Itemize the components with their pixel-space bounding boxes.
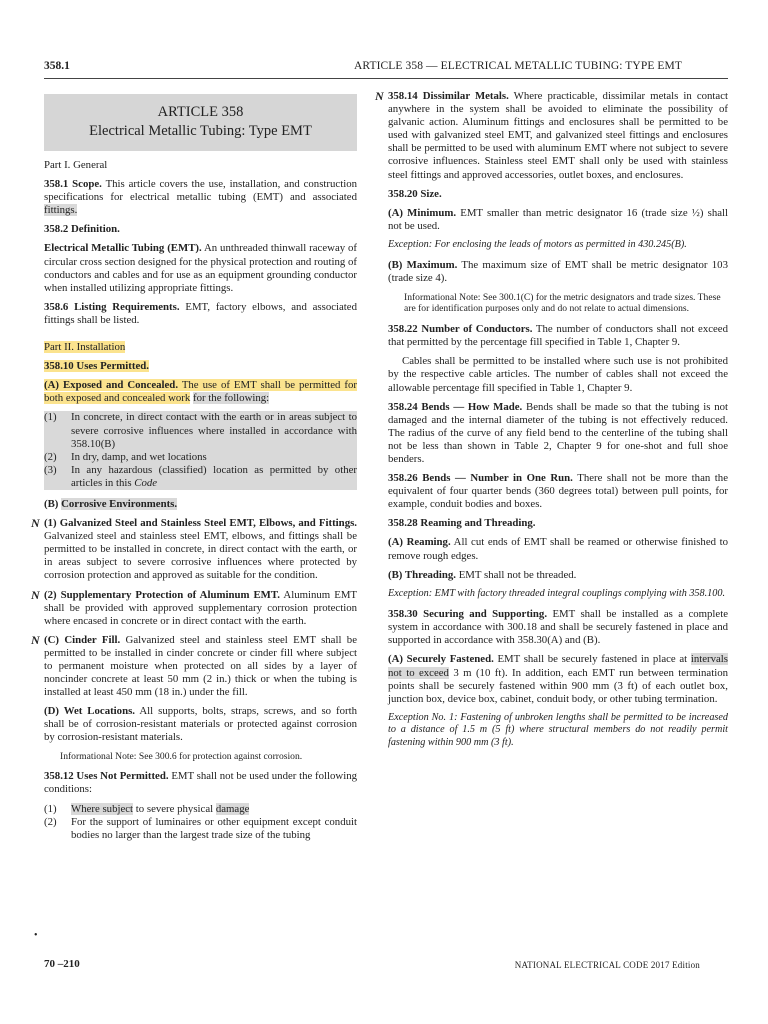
section-358-28-b: (B) Threading. EMT shall not be threaded.: [388, 568, 577, 581]
section-358-14: N 358.14 Dissimilar Metals. Where practicable, dissimilar metals in contact anywhere in the system shall be avoided to eliminate the possibility of galvanic action. Aluminum fittings and enclosures shall be permitted to be used with galvanized steel EMT, and galvanized steel fittings and enclosures shall be permitted to be used with aluminum EMT where not subject to severe corrosive influences. Stainless steel EMT shall only be used with stainless steel fittings and approved accessories, outlet boxes, and enclosures.: [375, 89, 728, 181]
section-358-10-b-2: N (2) Supplementary Protection of Aluminum EMT. Aluminum EMT shall be provided with approved supplementary corrosion protection where encased in concrete or in direct contact with the earth.: [31, 587, 358, 627]
part-1-heading: Part I. General: [44, 159, 108, 171]
list-item: (2) In dry, damp, and wet locations: [44, 450, 207, 463]
left-column: [31, 94, 358, 850]
exception-text: Exception No. 1: Fastening of unbroken lengths shall be permitted to be increased to a distance of 1.5 m (5 ft) where structural members do not readily permit fastening within 900 mm (3 ft).: [388, 711, 728, 748]
page-header: [44, 60, 728, 74]
publication-name: NATIONAL ELECTRICAL CODE 2017 Edition: [514, 960, 700, 970]
section-358-20-a: (A) Minimum. EMT smaller than metric designator 16 (trade size ½) shall not be used.: [388, 206, 729, 232]
new-material-marker: N: [31, 632, 40, 647]
section-358-26: 358.26 Bends — Number in One Run. There shall not be more than the equivalent of four quarter bends (360 degrees total) between pull points, for example, conduit bodies and boxes.: [388, 472, 728, 511]
section-358-10-a: (A) Exposed and Concealed. The use of EMT shall be permitted for both exposed and concealed work for the following:: [44, 379, 357, 405]
uses-permitted-list: [44, 411, 357, 490]
uses-not-permitted-list: [44, 803, 357, 842]
section-358-6: 358.6 Listing Requirements. EMT, factory elbows, and associated fittings shall be listed.: [44, 300, 357, 326]
section-358-30: 358.30 Securing and Supporting. EMT shall be installed as a complete system in accordance with 300.18 and shall be securely fastened in place and supported in accordance with 358.30(A) and (B).: [388, 608, 729, 647]
bullet-marker: •: [34, 930, 38, 941]
informational-note: Informational Note: See 300.6 for protection against corrosion.: [60, 750, 303, 762]
new-material-marker: N: [31, 587, 40, 602]
part-2-heading: Part II. Installation: [44, 341, 126, 354]
exception-text: Exception: EMT with factory threaded integral couplings complying with 358.100.: [388, 587, 725, 599]
article-title-box: [44, 94, 357, 151]
new-material-marker: N: [375, 89, 384, 103]
section-358-22: 358.22 Number of Conductors. The number of conductors shall not exceed that permitted by the percentage fill specified in Table 1, Chapter 9.: [388, 323, 728, 349]
section-358-1: 358.1 Scope. This article covers the use, installation, and construction specifications for electrical metallic tubing (EMT) and associated fittings.: [44, 178, 357, 217]
definition-emt: Electrical Metallic Tubing (EMT). An unthreaded thinwall raceway of circular cross section designed for the physical protection and routing of conductors and cables and for use as an equipment grounding conductor when installed utilizing appropriate fittings.: [44, 242, 358, 294]
article-title: Electrical Metallic Tubing: Type EMT: [89, 123, 312, 139]
section-358-28-a: (A) Reaming. All cut ends of EMT shall be reamed or otherwise finished to remove rough edges.: [388, 536, 729, 562]
section-358-10-b-1: N (1) Galvanized Steel and Stainless Steel EMT, Elbows, and Fittings. Galvanized steel and stainless steel EMT, elbows, and fittings shall be permitted to be installed in concrete, in direct contact with the earth, or in areas subject to severe corrosive influences where protected by corrosion protection and approved as suitable for the condition.: [31, 516, 357, 582]
header-rule: [44, 78, 728, 79]
section-358-10-d: (D) Wet Locations. All supports, bolts, straps, screws, and so forth shall be of corrosion-resistant materials or protected against corrosion by corrosion-resistant materials.: [44, 705, 358, 744]
right-column: [375, 89, 729, 757]
section-358-28-heading: 358.28 Reaming and Threading.: [388, 517, 536, 530]
section-358-20-heading: 358.20 Size.: [388, 187, 442, 200]
list-item: (2) For the support of luminaires or other equipment except conduit bodies no larger than the largest trade size of the tubing: [44, 815, 357, 841]
informational-note: Informational Note: See 300.1(C) for the metric designators and trade sizes. These are for identification purposes only and do not relate to actual dimensions.: [404, 291, 721, 315]
section-358-2-heading: 358.2 Definition.: [44, 223, 120, 236]
section-358-10-c: N (C) Cinder Fill. Galvanized steel and stainless steel EMT shall be permitted to be installed in cinder concrete or cinder fill where subject to permanent moisture when protected on all sides by a layer of noncinder concrete at least 50 mm (2 in.) thick or when the tubing is installed at least 450 mm (18 in.) under the fill.: [31, 632, 357, 699]
section-358-10-heading: 358.10 Uses Permitted.: [44, 360, 149, 373]
header-section-number: 358.1: [44, 60, 70, 72]
section-358-22-paragraph: Cables shall be permitted to be installed where such use is not prohibited by the respective cable articles. The number of cables shall not exceed the allowable percentage fill specified in Table 1, Chapter 9.: [388, 355, 728, 394]
list-item: (1) In concrete, in direct contact with the earth or in areas subject to severe corrosive influences where installed in accordance with 358.10(B): [44, 411, 357, 450]
section-358-30-a: (A) Securely Fastened. EMT shall be securely fastened in place at intervals not to exceed 3 m (10 ft). In addition, each EMT run between termination points shall be securely fastened within 900 mm (3 ft) of each outlet box, junction box, device box, cabinet, conduit body, or other tubing termination.: [388, 653, 729, 705]
section-358-12: 358.12 Uses Not Permitted. EMT shall not be used under the following conditions:: [44, 770, 358, 796]
header-running-title: ARTICLE 358 — ELECTRICAL METALLIC TUBING: TYPE EMT: [353, 60, 683, 72]
page-number: 70 –210: [44, 958, 80, 970]
exception-text: Exception: For enclosing the leads of motors as permitted in 430.245(B).: [388, 238, 687, 250]
new-material-marker: N: [31, 516, 40, 531]
list-item: (3) In any hazardous (classified) location as permitted by other articles in this Code: [44, 463, 357, 489]
section-358-20-b: (B) Maximum. The maximum size of EMT shall be metric designator 103 (trade size 4).: [388, 259, 728, 285]
section-358-24: 358.24 Bends — How Made. Bends shall be made so that the tubing is not damaged and the internal diameter of the tubing is not effectively reduced. The radius of the curve of any field bend to the centerline of the tubing shall not be less than shown in Table 2, Chapter 9 for one-shot and full shoe benders.: [388, 400, 729, 465]
article-number: ARTICLE 358: [157, 104, 244, 120]
section-358-10-b-heading: (B) Corrosive Environments.: [44, 497, 178, 510]
list-item: (1) Where subject to severe physical damage: [44, 802, 250, 815]
